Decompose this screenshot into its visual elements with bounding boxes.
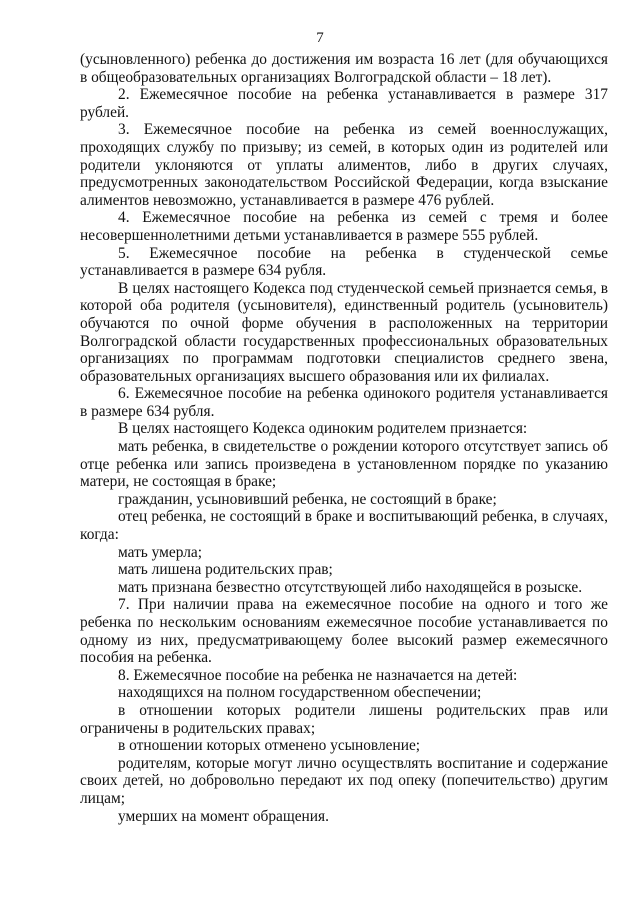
paragraph-item-6: 6. Ежемесячное пособие на ребенка одинокого родителя устанавливается в размере 634 рубля. — [80, 385, 608, 420]
paragraph-single-parent-mother: мать ребенка, в свидетельстве о рождении которого отсутствует запись об отце ребенка или запись произведена в установленном порядке по указанию матери, не состоящая в браке; — [80, 438, 608, 491]
paragraph-item-8: 8. Ежемесячное пособие на ребенка не назначается на детей: — [118, 666, 518, 684]
paragraph-condition-deprived: мать лишена родительских прав; — [118, 561, 333, 579]
paragraph-condition-died: мать умерла; — [118, 543, 203, 561]
paragraph-single-parent-intro: В целях настоящего Кодекса одиноким родителем признается: — [118, 420, 528, 438]
paragraph-exclusion-adoption-cancelled: в отношении которых отменено усыновление; — [118, 737, 421, 755]
paragraph-exclusion-guardianship: родителям, которые могут лично осуществлять воспитание и содержание своих детей, но добровольно передают их под опеку (попечительство) другим лицам; — [80, 754, 608, 807]
paragraph-single-parent-adopter: гражданин, усыновивший ребенка, не состоящий в браке; — [118, 490, 497, 508]
paragraph-item-4: 4. Ежемесячное пособие на ребенка из семей с тремя и более несовершеннолетними детьми устанавливается в размере 555 рублей. — [80, 209, 608, 244]
paragraph-exclusion-deceased: умерших на момент обращения. — [118, 807, 329, 825]
paragraph-item-5: 5. Ежемесячное пособие на ребенка в студенческой семье устанавливается в размере 634 рубля. — [80, 244, 608, 280]
paragraph-exclusion-parents-deprived: в отношении которых родители лишены родительских прав или ограничены в родительских правах; — [80, 701, 608, 737]
paragraph-item-2: 2. Ежемесячное пособие на ребенка устанавливается в размере 317 рублей. — [80, 86, 608, 121]
paragraph-single-parent-father: отец ребенка, не состоящий в браке и воспитывающий ребенка, в случаях, когда: — [80, 508, 608, 544]
paragraph-continuation: (усыновленного) ребенка до достижения им возраста 16 лет (для обучающихся в общеобразовательных организациях Волгоградской области – 18 лет). — [80, 51, 608, 86]
paragraph-condition-missing: мать признана безвестно отсутствующей либо находящейся в розыске. — [118, 578, 583, 596]
paragraph-exclusion-state-support: находящихся на полном государственном обеспечении; — [118, 684, 482, 702]
paragraph-student-family-definition: В целях настоящего Кодекса под студенческой семьей признается семья, в которой оба родителя (усыновителя), единственный родитель (усыновитель) обучаются по очной форме обучения в расположенных на территории Волгоградской области государственных профессиональных образовательных организациях по программам подготовки специалистов среднего звена, образовательных организациях высшего образования или их филиалах. — [80, 279, 608, 385]
paragraph-item-3: 3. Ежемесячное пособие на ребенка из семей военнослужащих, проходящих службу по призыву; из семей, в которых один из родителей или родители уклоняются от уплаты алиментов, либо в других случаях, предусмотренных законодательством Российской Федерации, когда взыскание алиментов невозможно, устанавливается в размере 476 рублей. — [80, 121, 608, 209]
document-body — [80, 51, 608, 825]
page-number: 7 — [316, 30, 324, 46]
paragraph-item-7: 7. При наличии права на ежемесячное пособие на одного и того же ребенка по нескольким основаниям ежемесячное пособие устанавливается по одному из них, предусматривающему более высокий размер ежемесячного пособия на ребенка. — [80, 596, 608, 667]
